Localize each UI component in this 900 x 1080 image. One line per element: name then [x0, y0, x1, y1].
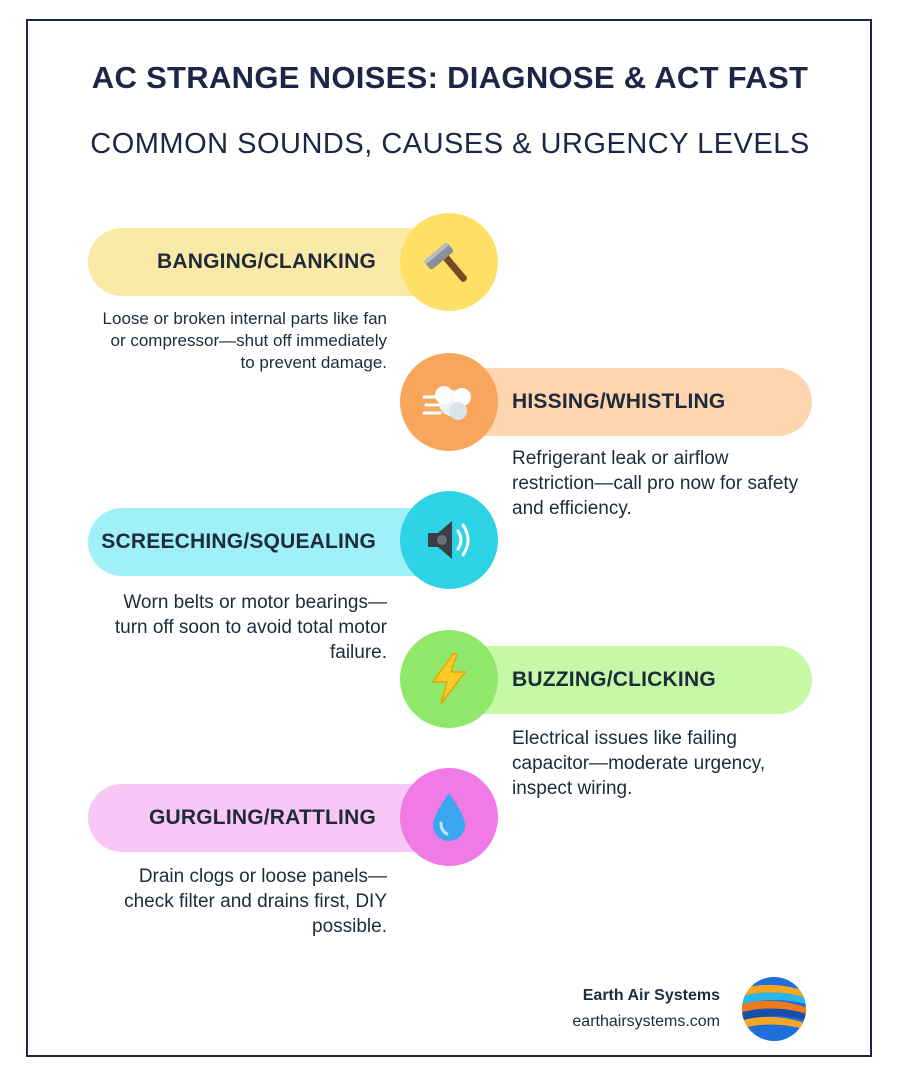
page-title: AC STRANGE NOISES: DIAGNOSE & ACT FAST	[91, 60, 809, 95]
sound-gurgling-label: GURGLING/RATTLING	[149, 806, 376, 829]
speaker-icon	[400, 491, 498, 589]
sound-screeching-label: SCREECHING/SQUEALING	[101, 530, 376, 553]
brand-url[interactable]: earthairsystems.com	[572, 1013, 720, 1030]
hammer-icon	[400, 213, 498, 311]
water-drop-icon	[400, 768, 498, 866]
globe-logo-icon	[741, 976, 807, 1042]
brand-name: Earth Air Systems	[582, 987, 720, 1004]
lightning-icon	[400, 630, 498, 728]
sound-banging-description: Loose or broken internal parts like fan or compressor—shut off immediately to prevent damage.	[102, 309, 387, 372]
sound-buzzing-description: Electrical issues like failing capacitor—moderate urgency, inspect wiring.	[512, 728, 766, 799]
sound-screeching-description: Worn belts or motor bearings—turn off soon to avoid total motor failure.	[114, 592, 387, 663]
sound-gurgling-description: Drain clogs or loose panels—check filter and drains first, DIY possible.	[124, 866, 387, 937]
page-subtitle: COMMON SOUNDS, CAUSES & URGENCY LEVELS	[90, 128, 810, 160]
sound-hissing-description: Refrigerant leak or airflow restriction—call pro now for safety and efficiency.	[512, 448, 799, 519]
sound-buzzing-label: BUZZING/CLICKING	[512, 668, 716, 691]
steam-cloud-icon	[400, 353, 498, 451]
sound-banging-label: BANGING/CLANKING	[156, 250, 376, 273]
sound-hissing-label: HISSING/WHISTLING	[512, 390, 726, 413]
